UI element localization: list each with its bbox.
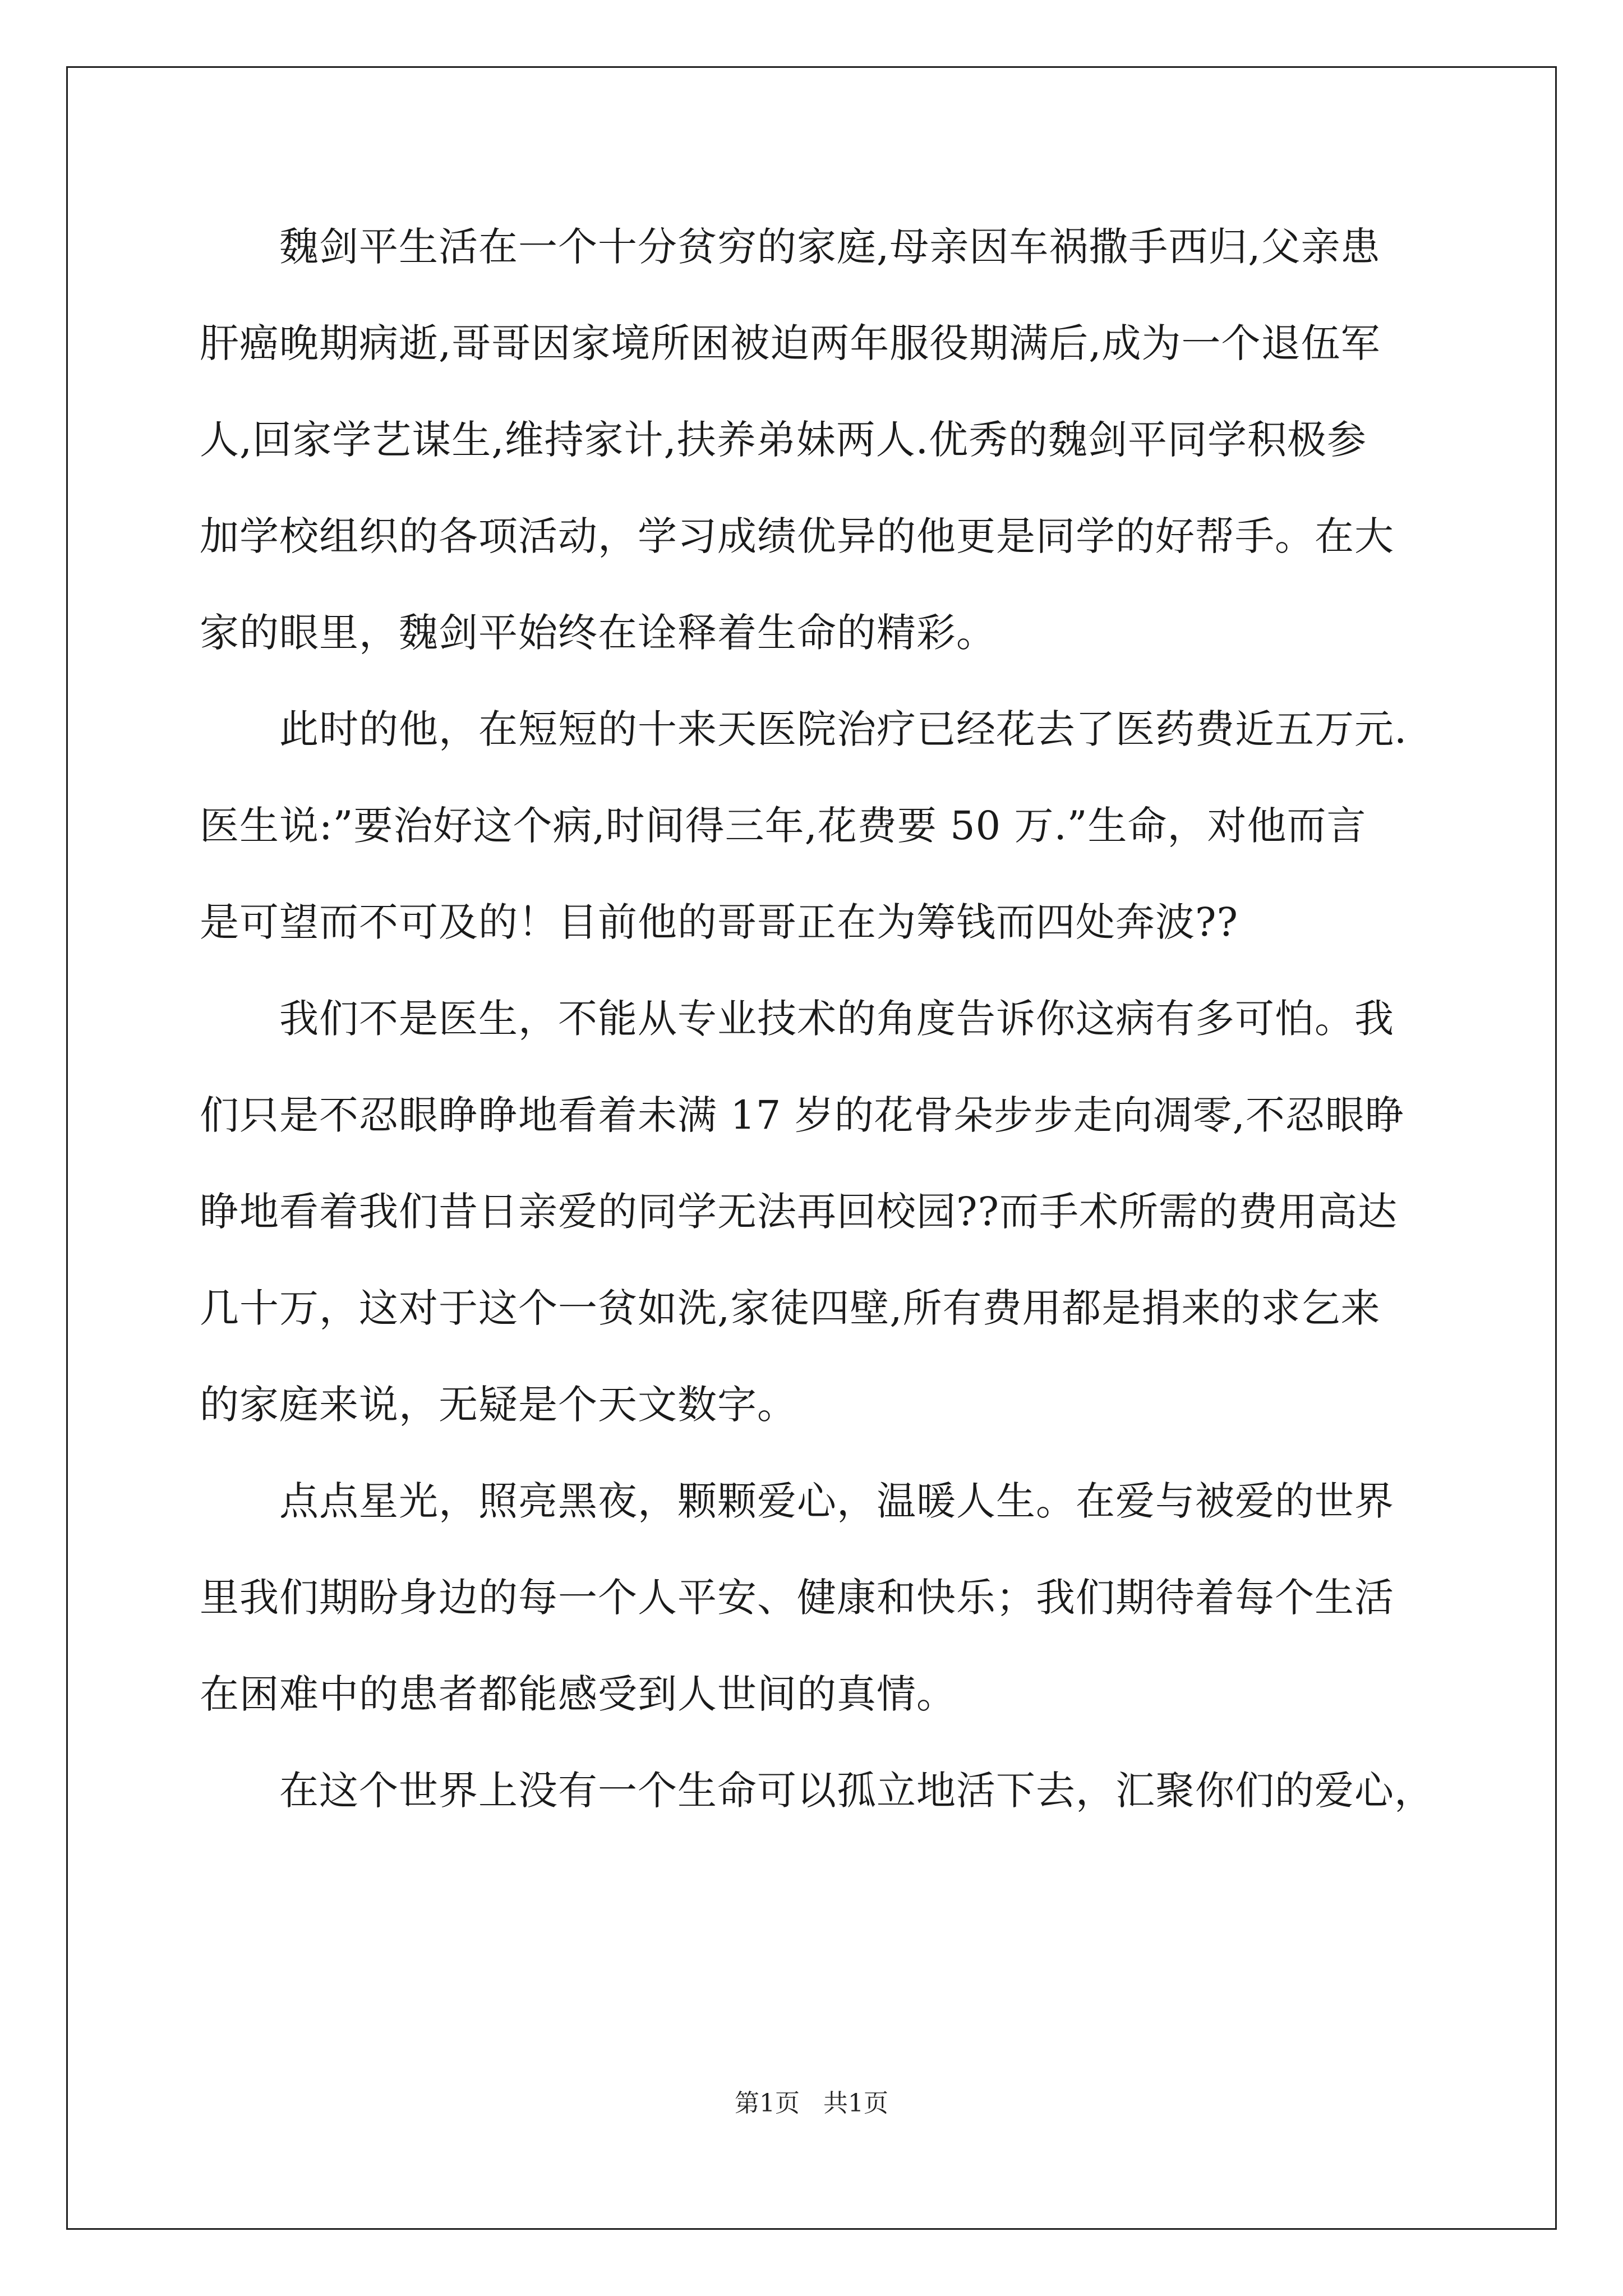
text-line: 肝癌晚期病逝,哥哥因家境所困被迫两年服役期满后,成为一个退伍军: [200, 320, 1381, 366]
text-line: 魏剑平生活在一个十分贫穷的家庭,母亲因车祸撒手西归,父亲患: [200, 224, 1381, 270]
text-line: 加学校组织的各项活动，学习成绩优异的他更是同学的好帮手。在大: [200, 513, 1394, 559]
text-line: 人,回家学艺谋生,维持家计,扶养弟妹两人.优秀的魏剑平同学积极参: [200, 417, 1367, 463]
text-line: 在这个世界上没有一个生命可以孤立地活下去，汇聚你们的爱心，: [200, 1768, 1434, 1814]
page-footer: [0, 2087, 1623, 2120]
text-line: 是可望而不可及的！目前他的哥哥正在为筹钱而四处奔波??: [200, 899, 1239, 945]
text-line: 家的眼里，魏剑平始终在诠释着生命的精彩。: [200, 610, 996, 656]
text-line: 此时的他，在短短的十来天医院治疗已经花去了医药费近五万元.: [200, 706, 1408, 752]
document-body: [200, 199, 1434, 1839]
text-line: 的家庭来说，无疑是个天文数字。: [200, 1382, 797, 1428]
text-line: 里我们期盼身边的每一个人平安、健康和快乐；我们期待着每个生活: [200, 1575, 1394, 1621]
text-line: 点点星光，照亮黑夜，颗颗爱心，温暖人生。在爱与被爱的世界: [200, 1478, 1394, 1524]
text-line: 几十万，这对于这个一贫如洗,家徒四壁,所有费用都是捐来的求乞来: [200, 1285, 1381, 1331]
text-line: 我们不是医生，不能从专业技术的角度告诉你这病有多可怕。我: [200, 996, 1394, 1042]
text-line: 在困难中的患者都能感受到人世间的真情。: [200, 1671, 956, 1717]
page-number: 第1页: [735, 2089, 800, 2118]
text-line: 医生说:”要治好这个病,时间得三年,花费要 50 万.”生命，对他而言: [200, 803, 1367, 849]
text-line: 们只是不忍眼睁睁地看着未满 17 岁的花骨朵步步走向凋零,不忍眼睁: [200, 1092, 1405, 1138]
page-total: 共1页: [823, 2089, 888, 2118]
text-line: 睁地看着我们昔日亲爱的同学无法再回校园??而手术所需的费用高达: [200, 1189, 1398, 1235]
